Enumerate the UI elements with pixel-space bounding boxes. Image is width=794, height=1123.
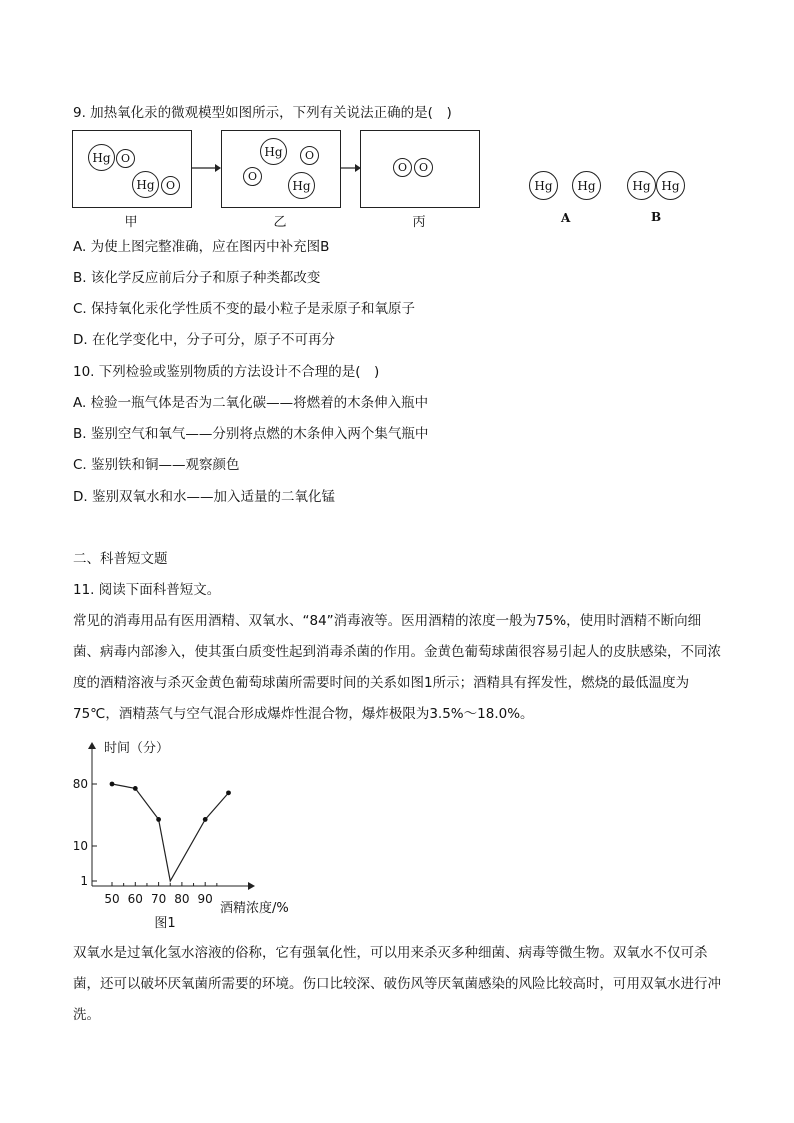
o-atom: O [300,146,319,165]
x-tick-label: 70 [150,892,167,906]
y-axis-arrow [88,742,96,749]
arrow-right-icon [191,162,221,174]
q10-option-b: B. 鉴别空气和氧气——分别将点燃的木条伸入两个集气瓶中 [73,426,429,442]
q9-stem: 9. 加热氧化汞的微观模型如图所示，下列有关说法正确的是( ) [73,105,452,121]
box-label-bing: 丙 [412,215,426,230]
box-label-yi: 乙 [273,215,287,230]
q9-option-a: A. 为使上图完整准确，应在图丙中补充图B [73,239,330,255]
data-point [226,790,231,795]
hg-atom: Hg [529,171,558,200]
x-tick-label: 60 [127,892,143,906]
x-axis-arrow [248,882,255,890]
box-jia [72,130,192,208]
option-figure-label-a: A [561,211,571,225]
paragraph-alcohol: 常见的消毒用品有医用酒精、双氧水、“84”消毒液等。医用酒精的浓度一般为75%，使用时酒精不断向细菌、病毒内部渗入，使其蛋白质变性起到消毒杀菌的作用。金黄色葡萄球菌很容易引起人的皮肤感染，不同浓度的酒精溶液与杀灭金黄色葡萄球菌所需要时间的关系如图1所示；酒精具有挥发性，燃烧的最低温度为75℃，酒精蒸气与空气混合形成爆炸性混合物，爆炸极限为3.5%～18.0%。 [73,613,721,722]
q9-option-b: B. 该化学反应前后分子和原子种类都改变 [73,270,321,286]
series-line [112,784,229,881]
q9-option-d: D. 在化学变化中，分子可分，原子不可再分 [73,332,335,348]
arrow-right-icon [340,162,361,174]
x-tick-label: 50 [104,892,120,906]
data-point [110,782,115,787]
o-atom: O [116,149,135,168]
hg-atom: Hg [288,172,315,199]
y-tick-label: 1 [80,874,88,888]
section-heading: 二、科普短文题 [73,551,168,567]
y-axis-label: 时间（分） [104,741,170,756]
x-tick-label: 80 [174,892,190,906]
option-figure-label-b: B [651,210,662,224]
hg-atom: Hg [88,144,115,171]
hg-atom: Hg [572,171,601,200]
o-atom: O [393,158,412,177]
y-tick-label: 10 [72,839,88,853]
hg-atom: Hg [260,138,287,165]
o-atom: O [161,176,180,195]
q10-option-c: C. 鉴别铁和铜——观察颜色 [73,457,240,473]
chart-figure-1 [70,736,310,936]
o-atom: O [414,158,433,177]
data-point [133,786,138,791]
box-yi [221,130,341,208]
x-axis-label: 酒精浓度/% [220,901,289,916]
box-bing [360,130,480,208]
o-atom: O [243,167,262,186]
y-tick-label: 80 [72,777,88,791]
hg-atom: Hg [627,171,656,200]
data-point [203,817,208,822]
chart-caption: 图1 [154,916,176,931]
paragraph-hydrogen-peroxide: 双氧水是过氧化氢水溶液的俗称，它有强氧化性，可以用来杀灭多种细菌、病毒等微生物。双氧水不仅可杀菌，还可以破坏厌氧菌所需要的环境。伤口比较深、破伤风等厌氧菌感染的风险比较高时，可用双氧水进行冲洗。 [73,945,721,1023]
data-point [156,817,161,822]
x-tick-label: 90 [197,892,213,906]
q10-option-d: D. 鉴别双氧水和水——加入适量的二氧化锰 [73,489,335,505]
hg-atom: Hg [132,171,159,198]
box-label-jia: 甲 [124,215,138,230]
q9-option-c: C. 保持氧化汞化学性质不变的最小粒子是汞原子和氧原子 [73,301,416,317]
q10-option-a: A. 检验一瓶气体是否为二氧化碳——将燃着的木条伸入瓶中 [73,395,429,411]
hg-atom: Hg [656,171,685,200]
q10-stem: 10. 下列检验或鉴别物质的方法设计不合理的是( ) [73,364,380,380]
q11-stem: 11. 阅读下面科普短文。 [73,582,221,598]
